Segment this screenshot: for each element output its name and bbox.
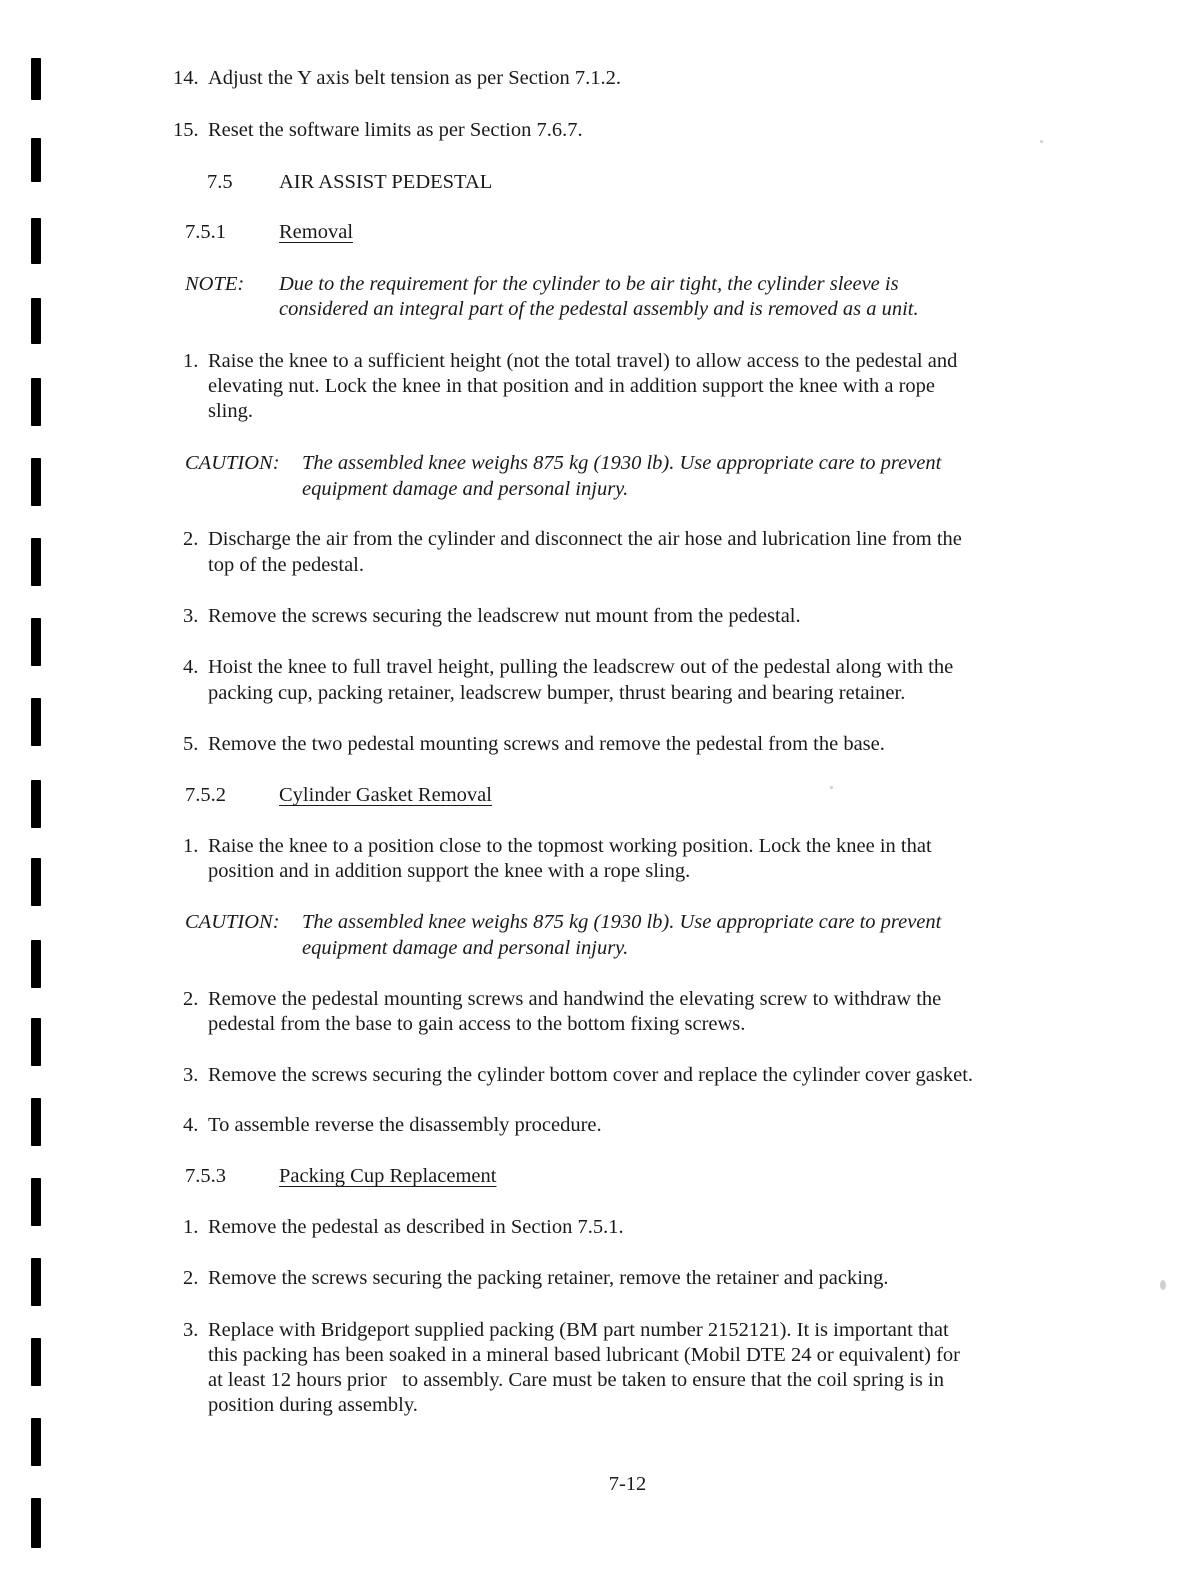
note-text: Due to the requirement for the cylinder to be air tight, the cylinder sleeve is [279, 273, 899, 295]
step-number: 2. [183, 528, 199, 550]
step-text: elevating nut. Lock the knee in that position and in addition support the knee with a rope [208, 375, 936, 397]
step-text: To assemble reverse the disassembly procedure. [208, 1114, 602, 1136]
subsection-number: 7.5.2 [185, 784, 226, 806]
step-text: top of the pedestal. [208, 554, 364, 576]
caution-text: equipment damage and personal injury. [302, 937, 629, 959]
step-text: Raise the knee to a sufficient height (not the total travel) to allow access to the pedestal and [208, 350, 958, 372]
subsection-number: 7.5.3 [185, 1165, 226, 1187]
step-text: Adjust the Y axis belt tension as per Section 7.1.2. [208, 67, 621, 89]
step-text: Remove the pedestal mounting screws and handwind the elevating screw to withdraw the [208, 988, 942, 1010]
section-title: AIR ASSIST PEDESTAL [279, 171, 493, 193]
step-number: 14. [173, 67, 199, 89]
step-number: 3. [183, 1064, 199, 1086]
step-text: Raise the knee to a position close to the topmost working position. Lock the knee in that [208, 835, 932, 857]
step-text: Remove the two pedestal mounting screws and remove the pedestal from the base. [208, 733, 885, 755]
step-number: 2. [183, 1267, 199, 1289]
step-text: Remove the screws securing the packing retainer, remove the retainer and packing. [208, 1267, 889, 1289]
step-text: pedestal from the base to gain access to the bottom fixing screws. [208, 1013, 746, 1035]
binder-mark [31, 218, 41, 264]
caution-text: The assembled knee weighs 875 kg (1930 lb). Use appropriate care to prevent [302, 452, 942, 474]
binder-mark [31, 858, 41, 906]
caution-text: equipment damage and personal injury. [302, 478, 629, 500]
step-text: at least 12 hours prior to assembly. Care must be taken to ensure that the coil spring is in [208, 1369, 944, 1391]
binder-mark [31, 1018, 41, 1066]
caution-label: CAUTION: [185, 452, 280, 474]
step-text: Remove the screws securing the leadscrew nut mount from the pedestal. [208, 605, 801, 627]
step-number: 4. [183, 1114, 199, 1136]
scan-speck [1040, 140, 1043, 143]
binder-mark [31, 940, 41, 988]
step-text: position during assembly. [208, 1394, 418, 1416]
binder-mark [31, 780, 41, 828]
page-number: 7-12 [608, 1473, 647, 1495]
step-number: 3. [183, 605, 199, 627]
binder-mark [31, 1498, 41, 1548]
step-number: 1. [183, 1216, 199, 1238]
note-text: considered an integral part of the pedestal assembly and is removed as a unit. [279, 298, 919, 320]
step-text: sling. [208, 400, 253, 422]
binder-mark [31, 378, 41, 426]
step-text: Replace with Bridgeport supplied packing (BM part number 2152121). It is important that [208, 1319, 949, 1341]
step-number: 15. [173, 119, 199, 141]
binder-mark [31, 1178, 41, 1226]
subsection-title: Packing Cup Replacement [279, 1165, 497, 1187]
binder-mark [31, 298, 41, 344]
step-number: 3. [183, 1319, 199, 1341]
scan-speck [830, 786, 833, 789]
subsection-title: Cylinder Gasket Removal [279, 784, 492, 806]
step-text: packing cup, packing retainer, leadscrew bumper, thrust bearing and bearing retainer. [208, 682, 906, 704]
binder-mark [31, 58, 41, 100]
step-number: 1. [183, 350, 199, 372]
subsection-number: 7.5.1 [185, 221, 226, 243]
binder-mark [31, 1338, 41, 1386]
binder-mark [31, 538, 41, 586]
step-text: this packing has been soaked in a mineral based lubricant (Mobil DTE 24 or equivalent) for [208, 1344, 961, 1366]
binder-mark [31, 1418, 41, 1466]
step-text: Discharge the air from the cylinder and disconnect the air hose and lubrication line from the [208, 528, 962, 550]
step-text: Reset the software limits as per Section 7.6.7. [208, 119, 583, 141]
step-number: 2. [183, 988, 199, 1010]
step-number: 1. [183, 835, 199, 857]
step-text: position and in addition support the knee with a rope sling. [208, 860, 691, 882]
caution-text: The assembled knee weighs 875 kg (1930 lb). Use appropriate care to prevent [302, 911, 942, 933]
binder-mark [31, 138, 41, 182]
scan-speck [1160, 1280, 1166, 1290]
subsection-title: Removal [279, 221, 354, 243]
step-text: Remove the screws securing the cylinder bottom cover and replace the cylinder cover gasket. [208, 1064, 974, 1086]
step-number: 5. [183, 733, 199, 755]
caution-label: CAUTION: [185, 911, 280, 933]
binder-mark [31, 458, 41, 506]
note-label: NOTE: [185, 273, 245, 295]
section-number: 7.5 [207, 171, 233, 193]
binder-mark [31, 618, 41, 666]
step-text: Hoist the knee to full travel height, pulling the leadscrew out of the pedestal along with the [208, 656, 954, 678]
binder-mark [31, 1098, 41, 1146]
binder-mark [31, 1258, 41, 1306]
step-number: 4. [183, 656, 199, 678]
step-text: Remove the pedestal as described in Section 7.5.1. [208, 1216, 624, 1238]
binder-mark [31, 698, 41, 746]
